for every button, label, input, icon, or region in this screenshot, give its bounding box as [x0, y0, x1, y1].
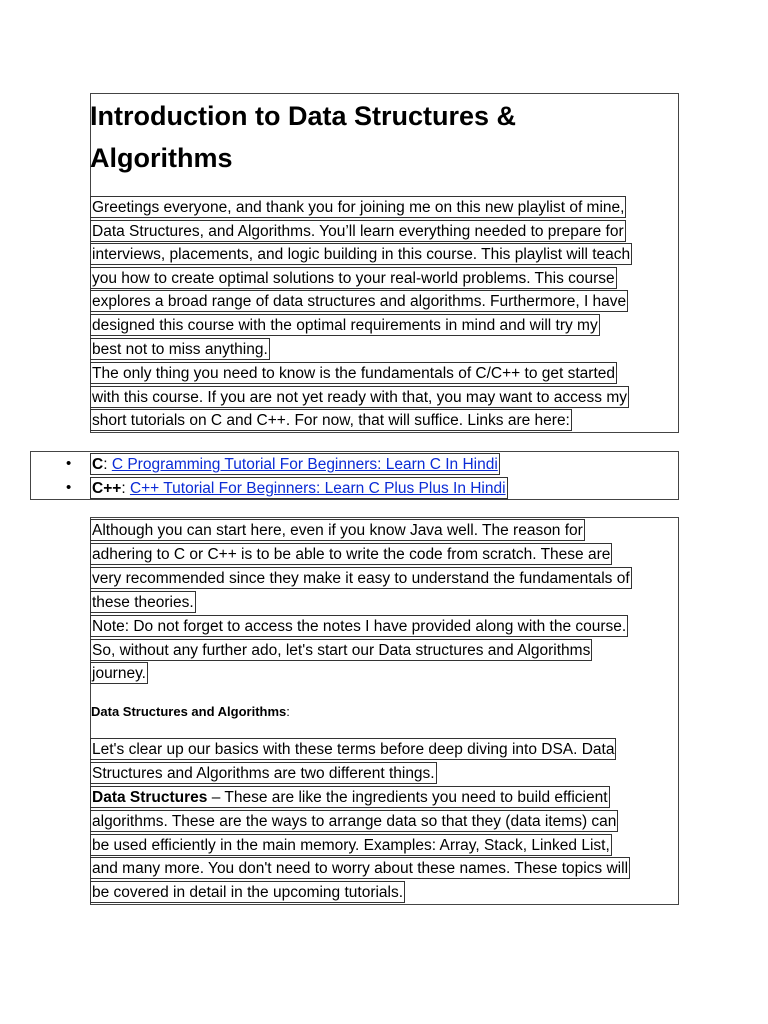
- body1-line-3: very recommended since they make it easy to understand the fundamentals of: [90, 567, 632, 589]
- ds-line-4: and many more. You don't need to worry about these names. These topics will: [90, 857, 630, 879]
- body1-line-6: So, without any further ado, let's start our Data structures and Algorithms: [90, 639, 592, 661]
- intro-line-2: Data Structures, and Algorithms. You’ll learn everything needed to prepare for: [90, 220, 626, 242]
- intro-line-4: you how to create optimal solutions to your real-world problems. This course: [90, 267, 617, 289]
- page-title-line-2: Algorithms: [90, 143, 233, 173]
- cpp-tutorial-link[interactable]: C++ Tutorial For Beginners: Learn C Plus Plus In Hindi: [129, 480, 506, 497]
- dsa-heading-colon: :: [286, 704, 290, 719]
- ds-line-5: be covered in detail in the upcoming tutorials.: [90, 881, 405, 903]
- intro-line-1: Greetings everyone, and thank you for joining me on this new playlist of mine,: [90, 196, 626, 218]
- body1-line-5: Note: Do not forget to access the notes I have provided along with the course.: [90, 615, 628, 637]
- page-title-line-1: Introduction to Data Structures &: [90, 101, 517, 131]
- link-separator: :: [121, 480, 130, 497]
- link-label-c: C: [92, 456, 104, 473]
- ds-line-2: algorithms. These are the ways to arrange data so that they (data items) can: [90, 810, 618, 832]
- body2-line-1: Let's clear up our basics with these terms before deep diving into DSA. Data: [90, 738, 616, 760]
- intro-line-7: best not to miss anything.: [90, 338, 270, 360]
- link-item-c: [66, 453, 71, 475]
- link-item-cpp-line: [90, 477, 508, 499]
- intro-line-5: explores a broad range of data structures and algorithms. Furthermore, I have: [90, 290, 628, 312]
- data-structures-definition-start: – These are like the ingredients you need to build efficient: [207, 789, 608, 806]
- link-item-c-line: [90, 453, 500, 475]
- intro-line-6: designed this course with the optimal requirements in mind and will try my: [90, 314, 600, 336]
- data-structures-definition: [90, 786, 610, 808]
- ds-line-3: be used efficiently in the main memory. Examples: Array, Stack, Linked List,: [90, 834, 612, 856]
- intro-line-3: interviews, placements, and logic building in this course. This playlist will teach: [90, 243, 632, 265]
- body1-line-4: these theories.: [90, 591, 196, 613]
- body1-line-2: adhering to C or C++ is to be able to write the code from scratch. These are: [90, 543, 612, 565]
- intro-line-10: short tutorials on C and C++. For now, that will suffice. Links are here:: [90, 409, 572, 431]
- dsa-heading: [90, 701, 291, 723]
- link-item-cpp: [66, 477, 71, 499]
- body2-line-2: Structures and Algorithms are two different things.: [90, 762, 437, 784]
- link-separator: :: [103, 456, 112, 473]
- bullet-dot-icon: •: [66, 479, 72, 496]
- intro-line-8: The only thing you need to know is the fundamentals of C/C++ to get started: [90, 362, 617, 384]
- c-tutorial-link[interactable]: C Programming Tutorial For Beginners: Learn C In Hindi: [111, 456, 498, 473]
- dsa-heading-text: Data Structures and Algorithms: [91, 704, 287, 719]
- body1-line-7: journey.: [90, 662, 148, 684]
- body1-line-1: Although you can start here, even if you know Java well. The reason for: [90, 519, 585, 541]
- data-structures-term: Data Structures: [92, 789, 208, 806]
- link-label-cpp: C++: [92, 480, 122, 497]
- bullet-dot-icon: •: [66, 455, 72, 472]
- intro-line-9: with this course. If you are not yet ready with that, you may want to access my: [90, 386, 629, 408]
